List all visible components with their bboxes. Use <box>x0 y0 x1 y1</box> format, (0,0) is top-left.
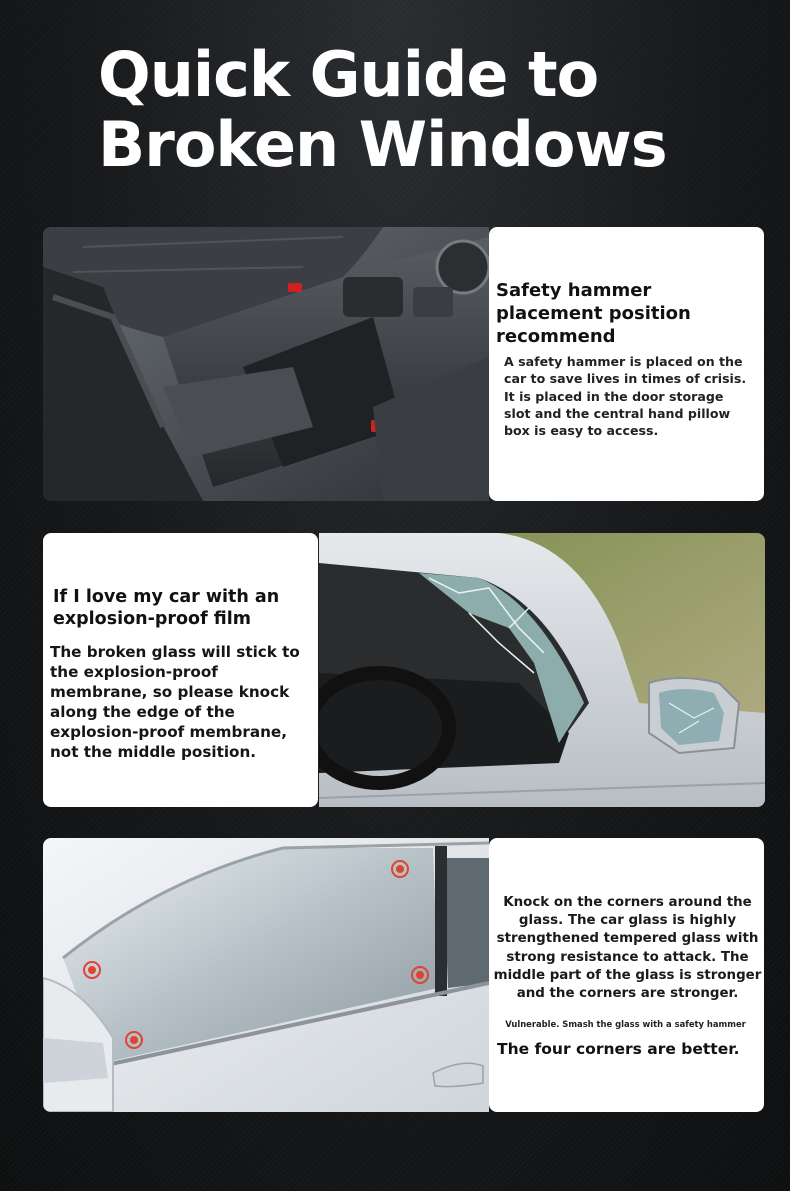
film-body: The broken glass will stick to the explosion-proof membrane, so please knock along the edge of the explosion-proof membrane, not the middle position. <box>50 643 300 761</box>
title-line-1: Quick Guide to <box>98 38 599 111</box>
corner-knock-card <box>489 838 764 1112</box>
car-side-window-corners-image <box>43 838 489 1112</box>
film-heading: If I love my car with an explosion-proof film <box>53 587 280 629</box>
placement-info-card <box>489 227 764 501</box>
placement-heading: Safety hammer placement position recommend <box>496 280 691 347</box>
corner-footer: The four corners are better. <box>497 1040 740 1058</box>
car-interior-console-image <box>43 227 489 501</box>
explosion-proof-film-card <box>43 533 318 807</box>
title-line-2: Broken Windows <box>98 108 667 181</box>
placement-body: A safety hammer is placed on the car to save lives in times of crisis. It is placed in the door storage slot and the central hand pillow box is easy to access. <box>504 354 747 439</box>
corner-body: Knock on the corners around the glass. The car glass is highly strengthened tempered glass with strong resistance to attack. The middle part of the glass is stronger and the corners are stronger. <box>493 895 762 1002</box>
broken-car-window-image <box>319 533 765 807</box>
corner-small-note: Vulnerable. Smash the glass with a safety hammer <box>505 1019 746 1029</box>
page-title <box>98 40 718 180</box>
